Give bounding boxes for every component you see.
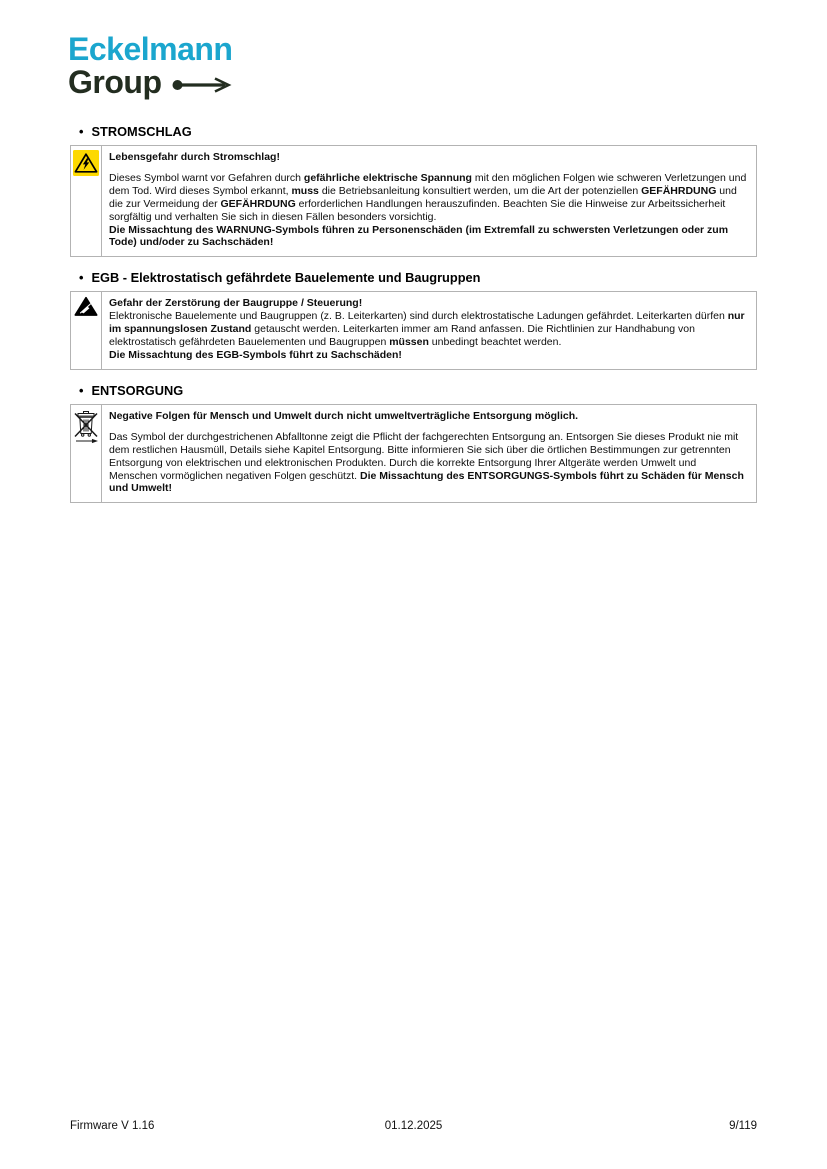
warning-body: Elektronische Bauelemente und Baugruppen (z. B. Leiterkarten) sind durch elektrostatische Ladungen gefährdet. Leiterkarten dürfen nur im spannungslosen Zustand getauscht werden. Leiterkarten immer am Rand anfassen. Die Richtlinien zur Handhabung von elektrostatisch gefährdeten Bauelementen und Baugruppen müssen unbedingt beachtet werden. Die Missachtung des EGB-Symbols führt zu Sachschäden! (109, 310, 745, 361)
footer-date: 01.12.2025 (384, 1120, 443, 1132)
eckelmann-group-logo (68, 33, 234, 99)
footer-page-number: 9/119 (729, 1120, 757, 1132)
warning-body: Das Symbol der durchgestrichenen Abfalltonne zeigt die Pflicht der fachgerechten Entsorgung an. Entsorgen Sie dieses Produkt nie mit dem restlichen Hausmüll, Details siehe Kapitel Entsorgung. Bitte informieren Sie sich über die örtlichen Bestimmungen zur getrennten Entsorgung von elektrischen und elektronischen Produkten. Durch die korrekte Entsorgung Ihrer Altgeräte werden Umwelt und Menschen vormöglichen negativen Folgen geschützt. Die Missachtung des ENTSORGUNGS-Symbols führt zu Schäden für Mensch und Umwelt! (109, 430, 744, 495)
logo-group-text: Group (68, 64, 162, 100)
section-egb (70, 270, 757, 370)
warning-icon-cell (71, 405, 102, 502)
section-entsorgung (70, 383, 757, 503)
weee-crossed-bin-icon (74, 409, 98, 445)
page-content (70, 124, 757, 516)
section-stromschlag (70, 124, 757, 257)
section-heading-label: STROMSCHLAG (91, 124, 192, 139)
logo-wordmark-group (68, 66, 234, 99)
section-heading-label: EGB - Elektrostatisch gefährdete Bauelemente und Baugruppen (91, 270, 481, 286)
bullet-icon: • (79, 382, 84, 398)
section-heading (70, 124, 757, 139)
section-heading (70, 383, 757, 398)
bullet-icon: • (79, 124, 84, 139)
warning-title: Gefahr der Zerstörung der Baugruppe / Steuerung! (109, 297, 363, 310)
warning-text-cell (102, 146, 756, 256)
warning-text-cell (102, 405, 756, 502)
warning-title: Negative Folgen für Mensch und Umwelt durch nicht umweltverträgliche Entsorgung möglich. (109, 409, 579, 422)
warning-title: Lebensgefahr durch Stromschlag! (109, 151, 280, 163)
warning-icon-cell (71, 292, 102, 369)
warning-box-egb (70, 291, 757, 370)
esd-warning-icon (74, 296, 98, 317)
section-heading (70, 270, 757, 285)
logo-arrow-icon (172, 76, 234, 94)
warning-box-entsorgung (70, 404, 757, 503)
warning-text-cell (102, 292, 756, 369)
high-voltage-warning-icon (73, 150, 99, 176)
warning-body: Dieses Symbol warnt vor Gefahren durch gefährliche elektrische Spannung mit den möglichen Folgen wie schweren Verletzungen und dem Tod. Wird dieses Symbol erkannt, muss die Betriebsanleitung konsultiert werden, um die Art der potenziellen GEFÄHRDUNG und die zur Vermeidung der GEFÄHRDUNG erforderlichen Handlungen herauszufinden. Beachten Sie die Hinweise zur Arbeitssicherheit sorgfältig und verhalten Sie sich in diesen Fällen besonders vorsichtig. Die Missachtung des WARNUNG-Symbols führen zu Personenschäden (im Extremfall zu schwersten Verletzungen oder zum Tode) und/oder zu Sachschäden! (109, 171, 747, 249)
logo-wordmark-eckelmann: Eckelmann (68, 31, 233, 67)
section-heading-label: ENTSORGUNG (91, 382, 184, 398)
warning-box-stromschlag (70, 145, 757, 257)
bullet-icon: • (79, 270, 84, 286)
page-footer (70, 1120, 757, 1132)
warning-icon-cell (71, 146, 102, 256)
footer-firmware-version: Firmware V 1.16 (70, 1120, 155, 1132)
